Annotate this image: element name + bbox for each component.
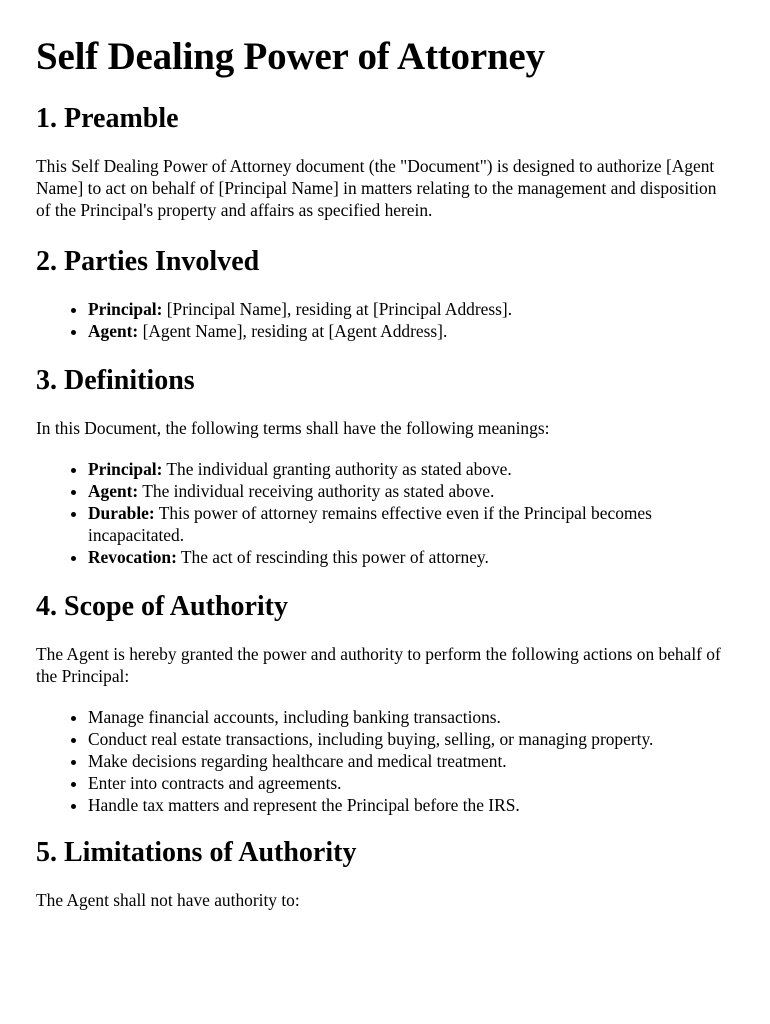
- term-label: Principal:: [88, 459, 163, 479]
- term-text: [Principal Name], residing at [Principal Address].: [162, 299, 513, 319]
- list-item: [88, 298, 734, 320]
- list-item: • Handle tax matters and represent the Principal before the IRS.: [88, 794, 734, 816]
- term-label: Agent:: [88, 481, 139, 501]
- section-heading: 2. Parties Involved: [36, 246, 260, 277]
- list-item: • Manage financial accounts, including banking transactions.: [88, 706, 734, 728]
- term-text: [Agent Name], residing at [Agent Address].: [138, 321, 448, 341]
- term-label: Revocation:: [88, 547, 177, 567]
- section-heading: 1. Preamble: [36, 103, 179, 134]
- term-label: Agent:: [88, 321, 139, 341]
- list-item: [88, 546, 734, 568]
- list-item: • Conduct real estate transactions, including buying, selling, or managing property.: [88, 728, 734, 750]
- section-limitations: [36, 836, 734, 911]
- term-text: The individual receiving authority as stated above.: [138, 481, 495, 501]
- list-item: • Make decisions regarding healthcare and medical treatment.: [88, 750, 734, 772]
- section-intro: The Agent shall not have authority to:: [36, 890, 300, 910]
- section-heading: 4. Scope of Authority: [36, 591, 288, 622]
- list-item: [88, 480, 734, 502]
- section-definitions: [36, 364, 734, 568]
- section-preamble: [36, 102, 734, 221]
- scope-list: [36, 706, 734, 816]
- section-text: This Self Dealing Power of Attorney document (the "Document") is designed to authorize [Agent Name] to act on behalf of [Principal Name] in matters relating to the management and disposition of the Principal's property and affairs as specified herein.: [36, 156, 717, 220]
- list-item: [88, 320, 734, 342]
- definitions-list: [36, 458, 734, 568]
- section-intro: The Agent is hereby granted the power and authority to perform the following actions on behalf of the Principal:: [36, 644, 721, 686]
- section-parties: [36, 245, 734, 342]
- term-text: The individual granting authority as stated above.: [162, 459, 512, 479]
- section-heading: 3. Definitions: [36, 365, 195, 396]
- list-item: • Enter into contracts and agreements.: [88, 772, 734, 794]
- term-label: Principal:: [88, 299, 163, 319]
- section-scope: [36, 590, 734, 816]
- section-heading: 5. Limitations of Authority: [36, 837, 357, 868]
- term-text: The act of rescinding this power of attorney.: [176, 547, 489, 567]
- list-item: [88, 502, 734, 546]
- term-text: This power of attorney remains effective even if the Principal becomes incapacitated.: [88, 503, 652, 545]
- term-label: Durable:: [88, 503, 155, 523]
- section-intro: In this Document, the following terms shall have the following meanings:: [36, 418, 550, 438]
- document-title: Self Dealing Power of Attorney: [36, 35, 545, 78]
- list-item: [88, 458, 734, 480]
- parties-list: [36, 298, 734, 342]
